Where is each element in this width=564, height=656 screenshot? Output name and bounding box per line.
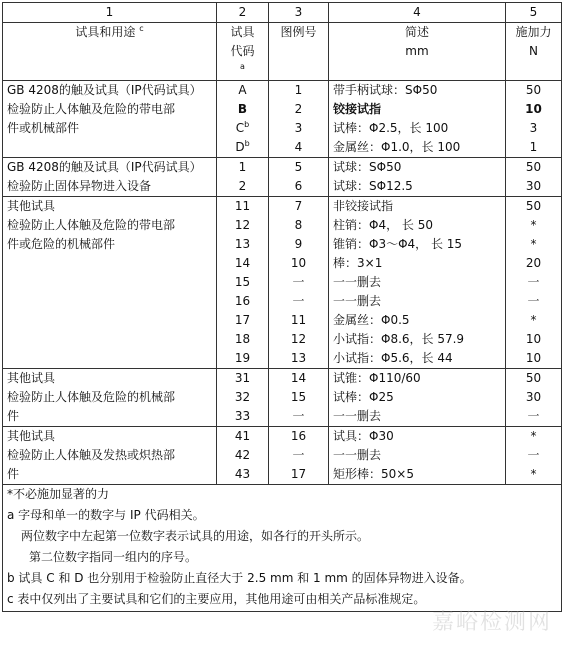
header-force-line1: 施加力: [515, 25, 552, 39]
header-number-4: 4: [329, 3, 506, 23]
probe-code-text: 33: [234, 409, 251, 423]
header-number-1: 1: [3, 3, 217, 23]
probe-code-text: 13: [234, 237, 251, 251]
applied-force: *: [530, 237, 537, 251]
group-code-cell: [217, 427, 269, 485]
probe-description: 试锥：Φ110/60: [333, 371, 421, 385]
group-figure-cell: [269, 369, 329, 427]
probe-code: [221, 427, 264, 446]
probe-description: 矩形棒：50×5: [333, 467, 414, 481]
probe-code: [221, 407, 264, 426]
header-label-row: [3, 23, 562, 81]
applied-force: 10: [525, 332, 542, 346]
probe-code: [221, 446, 264, 465]
group-code-cell: [217, 369, 269, 427]
header-probe-code: [217, 23, 269, 81]
probe-description: 试具：Φ30: [333, 429, 394, 443]
header-number-row: [3, 3, 562, 23]
figure-number: 16: [290, 429, 307, 443]
figure-number: 14: [290, 371, 307, 385]
applied-force: 50: [525, 160, 542, 174]
probe-code-text: 14: [234, 256, 251, 270]
header-probe-and-purpose-text: 试具和用途: [75, 25, 136, 39]
header-number-3: 3: [269, 3, 329, 23]
probe-code: [221, 388, 264, 407]
purpose-line: 件或危险的机械部件: [7, 237, 116, 251]
probe-code: [221, 254, 264, 273]
probe-description: 锥销：Φ3～Φ4， 长 15: [333, 237, 463, 251]
probe-code: [221, 369, 264, 388]
header-figure-text: 图例号: [280, 25, 317, 39]
purpose-line: 其他试具: [7, 199, 56, 213]
group-code-cell: [217, 158, 269, 197]
purpose-line: 件: [7, 409, 20, 423]
figure-number: 一: [292, 409, 305, 423]
probe-description: 小试指：Φ5.6，长 44: [333, 351, 453, 365]
group-force-cell: [506, 369, 562, 427]
applied-force: 一: [527, 294, 540, 308]
probe-group-row: [3, 369, 562, 427]
group-purpose-cell: [3, 369, 217, 427]
probe-code-text: 32: [234, 390, 251, 404]
header-code-line2: 代码: [230, 44, 255, 58]
footnote-a-line2: 两位数字中左起第一位数字表示试具的用途，如各行的开头所示。: [21, 529, 370, 543]
applied-force: 30: [525, 390, 542, 404]
probe-description: 一一删去: [333, 275, 382, 289]
header-force-line2: N: [529, 44, 538, 58]
probe-description: 试棒：Φ25: [333, 390, 394, 404]
probe-code-text: B: [237, 102, 248, 116]
footnote-a: a 字母和单一的数字与 IP 代码相关。: [7, 508, 205, 522]
probe-description: 金属丝：Φ1.0，长 100: [333, 140, 461, 154]
probe-code: [221, 235, 264, 254]
probe-code-text: A: [238, 83, 247, 97]
applied-force: 20: [525, 256, 542, 270]
header-number-5: 5: [506, 3, 562, 23]
group-figure-cell: [269, 197, 329, 369]
probe-group-row: [3, 158, 562, 197]
probe-description: 小试指：Φ8.6，长 57.9: [333, 332, 465, 346]
probe-group-row: [3, 427, 562, 485]
group-code-cell: [217, 197, 269, 369]
header-description-line2: mm: [405, 44, 429, 58]
purpose-line: 检验防止固体异物进入设备: [7, 179, 152, 193]
probe-description: 一一删去: [333, 294, 382, 308]
probe-code: [221, 465, 264, 484]
group-description-cell: [329, 369, 506, 427]
applied-force: 3: [529, 121, 538, 135]
applied-force: 1: [529, 140, 538, 154]
probe-code: [221, 100, 264, 119]
probe-code: [221, 273, 264, 292]
probe-code-footnote: b: [244, 120, 250, 129]
purpose-line: 检验防止人体触及发热或炽热部: [7, 448, 176, 462]
probe-code: [221, 177, 264, 196]
figure-number: 一: [292, 448, 305, 462]
probe-code-text: 11: [234, 199, 251, 213]
group-figure-cell: [269, 158, 329, 197]
applied-force: 一: [527, 448, 540, 462]
purpose-line: 检验防止人体触及危险的带电部: [7, 218, 176, 232]
header-description: [329, 23, 506, 81]
probe-group-row: [3, 81, 562, 158]
watermark-logo: 嘉峪检测网: [431, 610, 552, 635]
probe-group-row: [3, 197, 562, 369]
applied-force: *: [530, 218, 537, 232]
group-force-cell: [506, 197, 562, 369]
probe-code: [221, 311, 264, 330]
footnote-a-line3: 第二位数字指同一组内的序号。: [29, 550, 198, 564]
figure-number: 一: [292, 294, 305, 308]
purpose-line: 其他试具: [7, 371, 56, 385]
figure-number: 3: [294, 121, 303, 135]
group-force-cell: [506, 427, 562, 485]
probe-code: [221, 119, 264, 138]
figure-number: 9: [294, 237, 303, 251]
figure-number: 7: [294, 199, 303, 213]
probe-description: 一一删去: [333, 448, 382, 462]
footnote-cell: [3, 485, 562, 612]
probe-description: 试球：SΦ12.5: [333, 179, 413, 193]
probe-code: [221, 158, 264, 177]
figure-number: 15: [290, 390, 307, 404]
probe-code-text: 2: [238, 179, 247, 193]
probe-code: [221, 197, 264, 216]
probe-code: [221, 330, 264, 349]
figure-number: 6: [294, 179, 303, 193]
purpose-line: 其他试具: [7, 429, 56, 443]
group-description-cell: [329, 197, 506, 369]
purpose-line: GB 4208的触及试具（IP代码试具）: [7, 160, 202, 174]
probe-description: 棒：3×1: [333, 256, 383, 270]
probe-code-text: D: [235, 140, 245, 154]
figure-number: 一: [292, 275, 305, 289]
group-figure-cell: [269, 81, 329, 158]
footnote-row: [3, 485, 562, 612]
purpose-line: GB 4208的触及试具（IP代码试具）: [7, 83, 202, 97]
probe-code-text: 15: [234, 275, 251, 289]
header-number-2: 2: [217, 3, 269, 23]
probe-description: 试棒：Φ2.5，长 100: [333, 121, 449, 135]
applied-force: *: [530, 467, 537, 481]
applied-force: *: [530, 429, 537, 443]
group-purpose-cell: [3, 158, 217, 197]
probe-code: [221, 292, 264, 311]
figure-number: 17: [290, 467, 307, 481]
figure-number: 12: [290, 332, 307, 346]
group-purpose-cell: [3, 81, 217, 158]
figure-number: 11: [290, 313, 307, 327]
header-description-line1: 简述: [404, 25, 429, 39]
header-figure-number: [269, 23, 329, 81]
group-description-cell: [329, 427, 506, 485]
header-footnote-c: c: [139, 24, 144, 33]
applied-force: 一: [527, 275, 540, 289]
probe-code-footnote: b: [244, 139, 250, 148]
group-code-cell: [217, 81, 269, 158]
applied-force: 50: [525, 83, 542, 97]
probe-description: 金属丝：Φ0.5: [333, 313, 410, 327]
group-description-cell: [329, 81, 506, 158]
purpose-line: 件或机械部件: [7, 121, 80, 135]
header-applied-force: [506, 23, 562, 81]
probe-code: [221, 81, 264, 100]
probe-description: 柱销：Φ4， 长 50: [333, 218, 433, 232]
probe-code-text: C: [235, 121, 245, 135]
footnote-star: *不必施加显著的力: [7, 487, 110, 501]
probe-description: 试球：SΦ50: [333, 160, 402, 174]
group-description-cell: [329, 158, 506, 197]
probe-code-text: 19: [234, 351, 251, 365]
group-purpose-cell: [3, 197, 217, 369]
probe-description: 铰接试指: [333, 102, 382, 116]
applied-force: 10: [525, 102, 542, 116]
footnote-c: c 表中仅列出了主要试具和它们的主要应用，其他用途可由相关产品标准规定。: [7, 592, 426, 606]
group-figure-cell: [269, 427, 329, 485]
probe-description: 非铰接试指: [333, 199, 394, 213]
probe-code-text: 41: [234, 429, 251, 443]
probe-description: 带手柄试球：SΦ50: [333, 83, 438, 97]
header-code-line1: 试具: [230, 25, 255, 39]
probe-code-text: 12: [234, 218, 251, 232]
applied-force: 30: [525, 179, 542, 193]
applied-force: 50: [525, 199, 542, 213]
purpose-line: 检验防止人体触及危险的带电部: [7, 102, 176, 116]
group-purpose-cell: [3, 427, 217, 485]
header-probe-and-purpose: [3, 23, 217, 81]
figure-number: 2: [294, 102, 303, 116]
probe-code-text: 17: [234, 313, 251, 327]
probe-code-text: 42: [234, 448, 251, 462]
figure-number: 5: [294, 160, 303, 174]
test-probe-table: [2, 2, 562, 612]
probe-code-text: 1: [238, 160, 247, 174]
figure-number: 10: [290, 256, 307, 270]
applied-force: 10: [525, 351, 542, 365]
probe-description: 一一删去: [333, 409, 382, 423]
probe-code-text: 18: [234, 332, 251, 346]
group-force-cell: [506, 81, 562, 158]
figure-number: 4: [294, 140, 303, 154]
probe-code-text: 16: [234, 294, 251, 308]
purpose-line: 检验防止人体触及危险的机械部: [7, 390, 176, 404]
probe-code-text: 31: [234, 371, 251, 385]
probe-code: [221, 216, 264, 235]
probe-code: [221, 349, 264, 368]
figure-number: 1: [294, 83, 303, 97]
figure-number: 13: [290, 351, 307, 365]
probe-code-text: 43: [234, 467, 251, 481]
footnote-b: b 试具 C 和 D 也分别用于检验防止直径大于 2.5 mm 和 1 mm 的固体异物进入设备。: [7, 571, 472, 585]
applied-force: *: [530, 313, 537, 327]
figure-number: 8: [294, 218, 303, 232]
probe-code: [221, 138, 264, 157]
purpose-line: 件: [7, 467, 20, 481]
group-force-cell: [506, 158, 562, 197]
applied-force: 一: [527, 409, 540, 423]
header-footnote-a: a: [240, 62, 245, 71]
applied-force: 50: [525, 371, 542, 385]
